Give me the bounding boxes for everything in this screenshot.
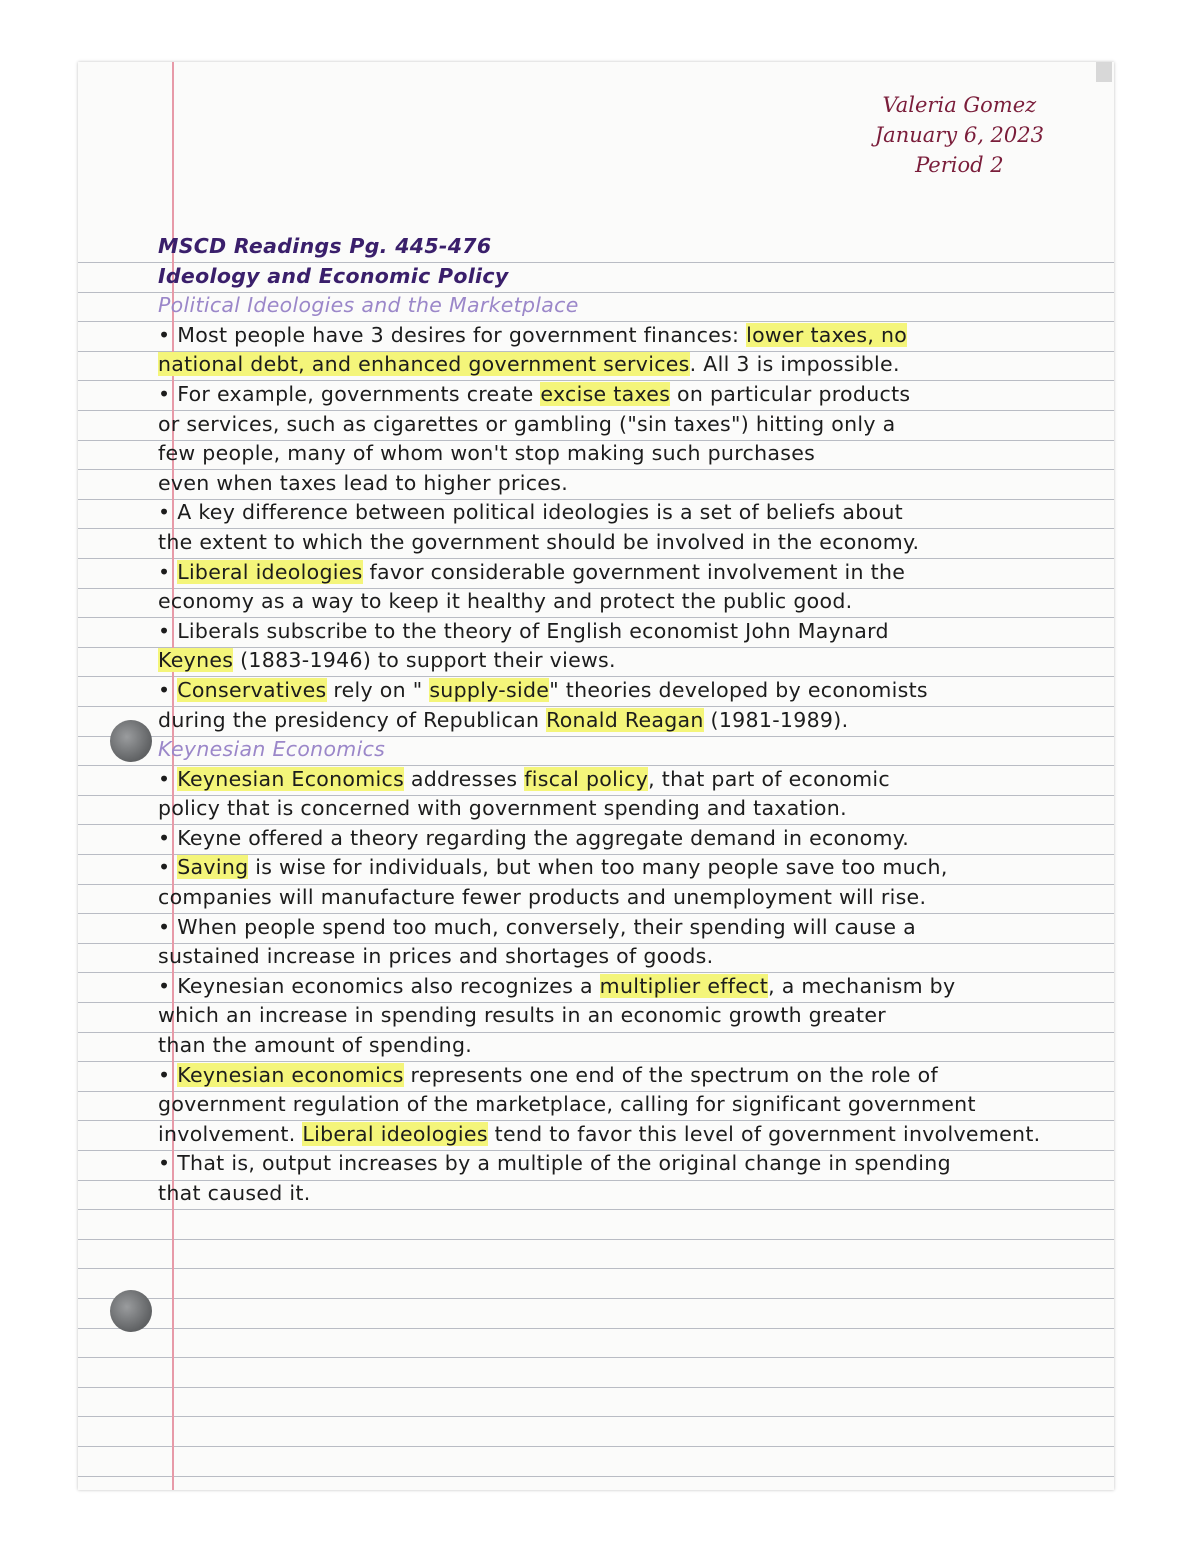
note-line: economy as a way to keep it healthy and protect the public good. — [158, 589, 853, 614]
highlight: multiplier effect — [599, 973, 769, 998]
note-line: • Keynesian Economics addresses fiscal policy, that part of economic — [158, 766, 890, 791]
highlight: Conservatives — [177, 677, 327, 702]
highlight: Ronald Reagan — [546, 707, 704, 732]
notebook-page — [78, 62, 1114, 1490]
note-line: • Liberals subscribe to the theory of English economist John Maynard — [158, 618, 889, 643]
notes-title: MSCD Readings Pg. 445-476 — [158, 234, 492, 258]
highlight: Keynesian economics — [177, 1062, 404, 1087]
note-line: that caused it. — [158, 1181, 311, 1205]
note-line: • Keyne offered a theory regarding the aggregate demand in economy. — [158, 825, 910, 850]
section-heading: Keynesian Economics — [158, 737, 386, 762]
highlight: fiscal policy — [524, 766, 649, 791]
notes-subtitle: Ideology and Economic Policy — [158, 263, 509, 288]
note-line: during the presidency of Republican Ronald Reagan (1981-1989). — [158, 707, 849, 732]
date: January 6, 2023 — [874, 123, 1044, 147]
note-line: which an increase in spending results in an economic growth greater — [158, 1003, 887, 1028]
highlight: supply-side — [429, 677, 550, 702]
note-line: • That is, output increases by a multiple of the original change in spending — [158, 1151, 951, 1176]
note-line: • Keynesian economics also recognizes a multiplier effect, a mechanism by — [158, 973, 956, 998]
note-line: policy that is concerned with government spending and taxation. — [158, 796, 847, 821]
highlight: Liberal ideologies — [302, 1121, 488, 1146]
ruled-line — [78, 1416, 1114, 1417]
note-line: or services, such as cigarettes or gambling ("sin taxes") hitting only a — [158, 411, 896, 436]
ruled-line — [78, 1387, 1114, 1388]
note-line: • Saving is wise for individuals, but when too many people save too much, — [158, 855, 948, 880]
ruled-line — [78, 1268, 1114, 1269]
ruled-line — [78, 1298, 1114, 1299]
highlight: Keynes — [158, 648, 234, 673]
note-line: • Liberal ideologies favor considerable government involvement in the — [158, 559, 906, 584]
paper-corner — [1096, 62, 1112, 82]
ruled-line — [78, 1476, 1114, 1477]
highlight: Keynesian Economics — [177, 766, 405, 791]
highlight: Saving — [177, 855, 249, 880]
note-line: the extent to which the government should be involved in the economy. — [158, 529, 920, 554]
ruled-line — [78, 1209, 1114, 1210]
note-line: • For example, governments create excise taxes on particular products — [158, 381, 911, 406]
note-line: government regulation of the marketplace, calling for significant government — [158, 1092, 976, 1117]
note-line: sustained increase in prices and shortages of goods. — [158, 944, 714, 969]
highlight: Liberal ideologies — [177, 559, 363, 584]
highlight: national debt, and enhanced government services — [158, 352, 690, 377]
note-line: few people, many of whom won't stop making such purchases — [158, 441, 816, 466]
note-line: • When people spend too much, conversely, their spending will cause a — [158, 914, 916, 939]
binder-hole — [110, 720, 152, 762]
note-line: even when taxes lead to higher prices. — [158, 470, 569, 495]
note-line: • A key difference between political ideologies is a set of beliefs about — [158, 500, 903, 525]
note-line: national debt, and enhanced government services. All 3 is impossible. — [158, 352, 900, 377]
ruled-line — [78, 1328, 1114, 1329]
period: Period 2 — [915, 153, 1004, 177]
ruled-line — [78, 1239, 1114, 1240]
header-block — [875, 90, 1044, 180]
highlight: excise taxes — [540, 381, 671, 406]
note-line: • Conservatives rely on " supply-side" theories developed by economists — [158, 677, 928, 702]
note-line: Keynes (1883-1946) to support their views. — [158, 648, 616, 673]
notes-body — [158, 232, 1098, 1209]
note-line: companies will manufacture fewer products and unemployment will rise. — [158, 885, 927, 910]
section-heading: Political Ideologies and the Marketplace — [158, 293, 579, 318]
student-name: Valeria Gomez — [882, 93, 1037, 117]
ruled-line — [78, 1446, 1114, 1447]
note-line: than the amount of spending. — [158, 1033, 473, 1058]
note-line: involvement. Liberal ideologies tend to favor this level of government involvement. — [158, 1121, 1041, 1146]
highlight: lower taxes, no — [746, 322, 908, 347]
note-line: • Most people have 3 desires for government finances: lower taxes, no — [158, 322, 908, 347]
ruled-line — [78, 1357, 1114, 1358]
note-line: • Keynesian economics represents one end of the spectrum on the role of — [158, 1062, 939, 1087]
binder-hole — [110, 1290, 152, 1332]
